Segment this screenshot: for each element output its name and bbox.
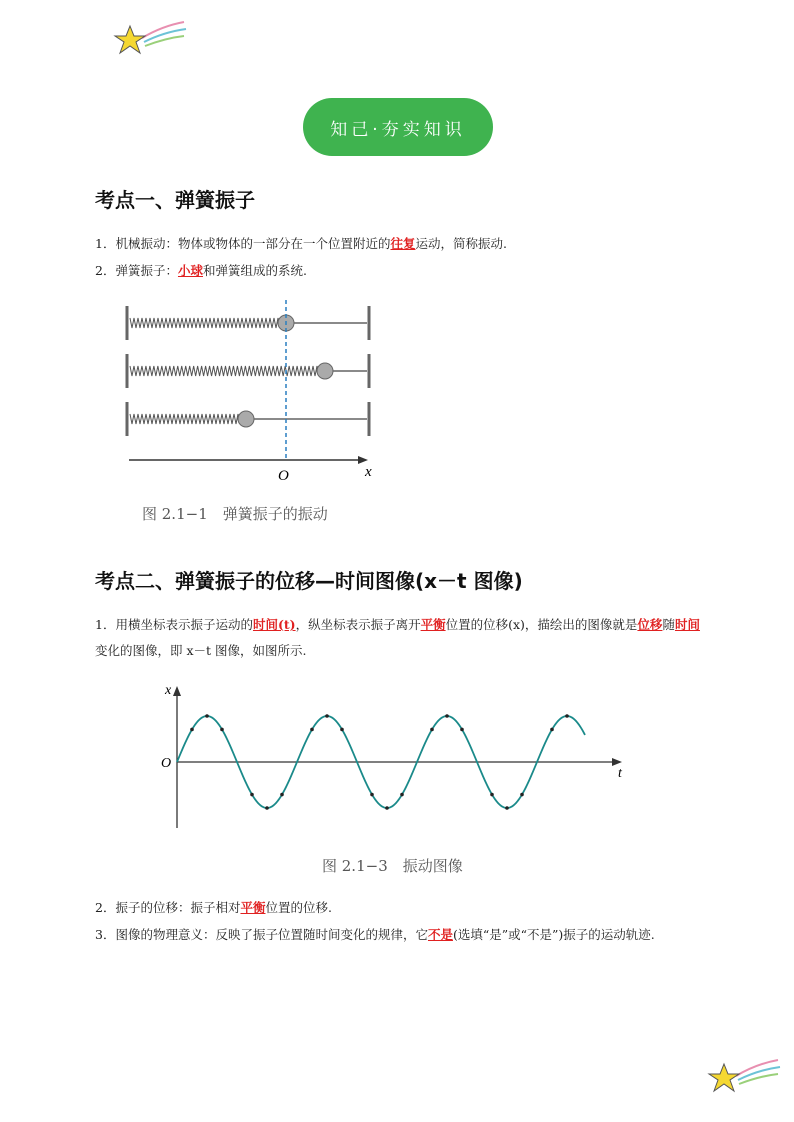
wave-point — [490, 793, 494, 797]
wave-point — [400, 793, 404, 797]
wave-point — [445, 714, 449, 718]
y-axis-label: x — [165, 683, 172, 698]
figure1-caption: 图 2.1−1 弹簧振子的振动 — [142, 505, 328, 523]
section2-title: 考点二、弹簧振子的位移—时间图像(x－t 图像) — [95, 569, 523, 593]
y-axis-arrow — [173, 686, 181, 696]
spring-coil-1 — [130, 318, 280, 328]
section2-paragraph-3: 3．图像的物理意义：反映了振子位置随时间变化的规律，它不是(选填“是”或“不是”)振子的运动轨迹. — [95, 927, 655, 942]
spring-coil-2 — [130, 366, 319, 376]
wave-point — [340, 728, 344, 732]
wave-point — [280, 793, 284, 797]
t-axis-arrow — [612, 758, 622, 766]
origin-label: O — [161, 756, 172, 771]
section-badge: 知己·夯实知识 — [303, 98, 493, 156]
wave-point — [505, 806, 509, 810]
wave-point — [520, 793, 524, 797]
wave-point — [385, 806, 389, 810]
section2-paragraph-1: 1．用横坐标表示振子运动的时间(t)，纵坐标表示振子离开平衡位置的位移(x)，描绘出的图像就是位移随时间变化的图像，即 x－t 图像，如图所示. — [95, 617, 700, 658]
wave-point — [220, 728, 224, 732]
section2-paragraph-2: 2．振子的位移：振子相对平衡位置的位移. — [95, 900, 332, 915]
x-axis-arrow — [358, 456, 368, 464]
wave-point — [550, 728, 554, 732]
t-axis-label: t — [618, 766, 622, 781]
vibration-graph — [155, 680, 635, 840]
spring-oscillator-figure — [110, 300, 400, 490]
wave-point — [250, 793, 254, 797]
figure2-caption: 图 2.1−3 振动图像 — [322, 857, 463, 875]
axis-label-x: x — [365, 464, 372, 480]
wave-point — [370, 793, 374, 797]
wave-point — [325, 714, 329, 718]
section1-item-1: 1．机械振动：物体或物体的一部分在一个位置附近的往复运动，简称振动. — [95, 236, 507, 251]
origin-label: O — [278, 468, 289, 484]
wave-point — [265, 806, 269, 810]
wave-point — [190, 728, 194, 732]
wave-point — [205, 714, 209, 718]
section1-title: 考点一、弹簧振子 — [95, 188, 255, 212]
wave-point — [430, 728, 434, 732]
wave-point — [460, 728, 464, 732]
ball-2 — [317, 363, 333, 379]
section1-item-2: 2．弹簧振子：小球和弹簧组成的系统. — [95, 263, 307, 278]
wave-point — [310, 728, 314, 732]
star-decoration-icon — [112, 18, 192, 60]
spring-coil-3 — [130, 414, 240, 424]
wave-point — [565, 714, 569, 718]
star-decoration-icon — [706, 1056, 786, 1098]
ball-3 — [238, 411, 254, 427]
